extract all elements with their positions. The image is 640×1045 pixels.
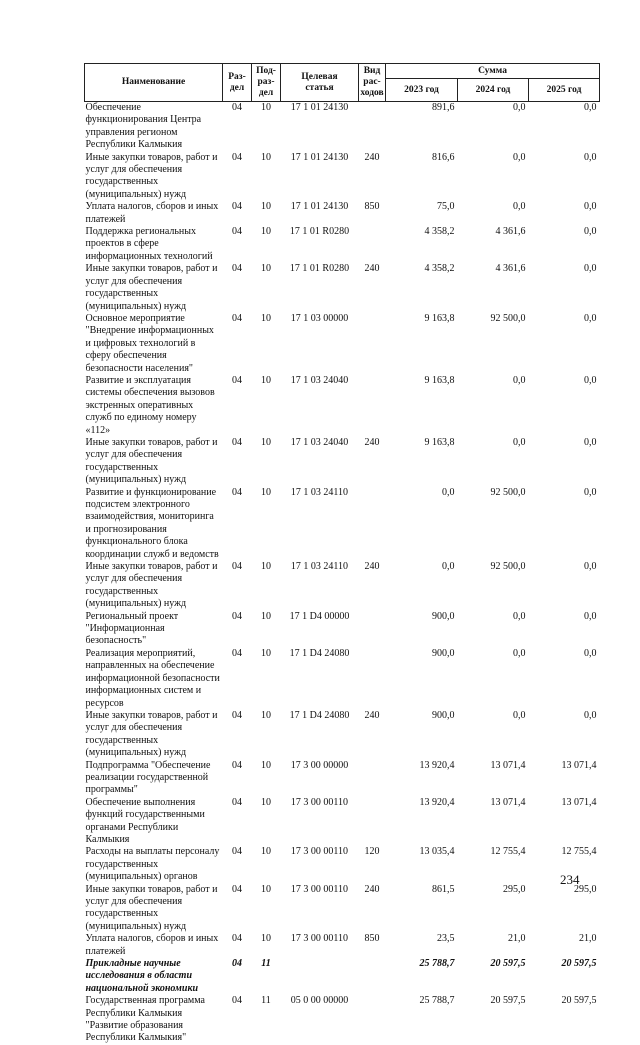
cell-vid [359, 760, 386, 797]
table-row [85, 226, 600, 263]
cell-name: Развитие и функционирование подсистем электронного взаимодействия, мониторинга и прогнозирования функционального блока координации служб и ведомств [85, 486, 219, 560]
cell-2024: 0,0 [513, 102, 526, 113]
cell-2023: 9 163,8 [424, 436, 455, 448]
cell-2025: 12 755,4 [561, 846, 597, 858]
cell-2025: 0,0 [584, 647, 597, 659]
cell-2025: 0,0 [584, 263, 597, 275]
cell-2024: 13 071,4 [490, 796, 526, 808]
cell-razdel: 04 [232, 759, 242, 771]
cell-2023: 900,0 [432, 709, 455, 721]
cell-2025: 20 597,5 [561, 995, 597, 1007]
cell-2025: 21,0 [579, 933, 597, 945]
header-2025: 2025 год [529, 79, 600, 102]
cell-podrazdel: 10 [261, 561, 271, 573]
cell-vid [359, 226, 386, 263]
cell-podrazdel: 11 [261, 995, 271, 1007]
cell-vid [359, 487, 386, 561]
cell-2023: 13 920,4 [419, 759, 455, 771]
cell-podrazdel: 10 [261, 102, 271, 113]
table-row [85, 102, 600, 152]
cell-podrazdel: 10 [261, 883, 271, 895]
header-podrazdel [252, 64, 281, 102]
header-cel-text: Целевая статья [301, 71, 338, 93]
cell-2023: 13 035,4 [419, 846, 455, 858]
cell-cel: 17 1 01 24130 [290, 151, 349, 163]
header-vid-text: Вид рас- ходов [360, 66, 384, 98]
cell-2025: 0,0 [584, 226, 597, 238]
table-row [85, 561, 600, 611]
cell-name: Обеспечение функционирования Центра управления регионом Республики Калмыкия [85, 102, 202, 151]
cell-cel: 17 1 01 R0280 [289, 263, 350, 275]
table-row [85, 995, 600, 1045]
cell-vid: 240 [364, 883, 380, 895]
cell-podrazdel: 10 [261, 610, 271, 622]
cell-2023: 861,5 [432, 883, 455, 895]
cell-podrazdel: 10 [261, 759, 271, 771]
table-row [85, 933, 600, 958]
cell-2023: 9 163,8 [424, 374, 455, 386]
cell-name: Иные закупки товаров, работ и услуг для обеспечения государственных (муниципальных) нужд [85, 263, 218, 312]
table-row [85, 313, 600, 375]
table-row [85, 846, 600, 883]
cell-vid [359, 648, 386, 710]
cell-2025: 0,0 [584, 561, 597, 573]
cell-2025: 0,0 [584, 610, 597, 622]
cell-2025: 0,0 [584, 151, 597, 163]
cell-podrazdel: 11 [261, 958, 271, 970]
cell-razdel: 04 [232, 561, 242, 573]
cell-2024: 295,0 [503, 883, 526, 895]
cell-2024: 21,0 [508, 933, 526, 945]
table-row [85, 710, 600, 760]
cell-2023: 816,6 [432, 151, 455, 163]
cell-cel: 17 1 D4 24080 [289, 647, 350, 659]
cell-name: Поддержка региональных проектов в сфере информационных технологий [85, 226, 213, 262]
header-name: Наименование [85, 64, 223, 102]
table-row [85, 648, 600, 710]
cell-razdel: 04 [232, 647, 242, 659]
cell-cel: 17 3 00 00110 [290, 933, 349, 945]
table-row [85, 797, 600, 847]
cell-name: Обеспечение выполнения функций государственными органами Республики Калмыкия [85, 796, 205, 845]
cell-2023: 9 163,8 [424, 312, 455, 324]
cell-2025: 0,0 [584, 312, 597, 324]
cell-name: Иные закупки товаров, работ и услуг для обеспечения государственных (муниципальных) нужд [85, 709, 218, 759]
cell-vid: 120 [364, 846, 380, 858]
cell-cel: 17 1 03 24040 [290, 436, 349, 448]
cell-vid: 240 [364, 263, 380, 275]
table-body [85, 102, 600, 1045]
cell-cel: 17 3 00 00000 [290, 759, 349, 771]
cell-vid [359, 611, 386, 648]
header-razdel-text: Раз- дел [228, 71, 246, 93]
cell-podrazdel: 10 [261, 796, 271, 808]
cell-podrazdel: 10 [261, 846, 271, 858]
cell-2024: 92 500,0 [490, 486, 526, 498]
cell-podrazdel: 10 [261, 374, 271, 386]
cell-2023: 900,0 [432, 610, 455, 622]
cell-name: Прикладные научные исследования в области национальной экономики [85, 958, 199, 994]
cell-cel: 17 3 00 00110 [290, 846, 349, 858]
cell-2025: 20 597,5 [561, 958, 597, 970]
cell-razdel: 04 [232, 958, 242, 970]
cell-name: Развитие и эксплуатация системы обеспечения вызовов экстренных оперативных служб по единому номеру «112» [85, 374, 215, 436]
cell-2023: 0,0 [442, 486, 455, 498]
cell-razdel: 04 [232, 436, 242, 448]
cell-razdel: 04 [232, 226, 242, 238]
cell-2023: 25 788,7 [419, 958, 455, 970]
cell-2025: 13 071,4 [561, 759, 597, 771]
cell-vid: 240 [364, 709, 380, 721]
table-row [85, 152, 600, 202]
cell-name: Региональный проект "Информационная безопасность" [85, 610, 179, 647]
table-header [85, 64, 600, 102]
table-row [85, 958, 600, 995]
cell-cel: 17 3 00 00110 [290, 883, 349, 895]
cell-cel: 17 1 03 24110 [290, 561, 349, 573]
table-row [85, 611, 600, 648]
table-row [85, 263, 600, 313]
cell-vid [359, 958, 386, 995]
cell-2024: 4 361,6 [495, 263, 526, 275]
cell-razdel: 04 [232, 933, 242, 945]
cell-2025: 295,0 [574, 883, 597, 895]
cell-name: Иные закупки товаров, работ и услуг для обеспечения государственных (муниципальных) нужд [85, 883, 218, 932]
cell-razdel: 04 [232, 796, 242, 808]
cell-vid [359, 375, 386, 437]
cell-2025: 13 071,4 [561, 796, 597, 808]
cell-vid [359, 102, 386, 152]
header-razdel [223, 64, 252, 102]
cell-2023: 4 358,2 [424, 226, 455, 238]
cell-2024: 92 500,0 [490, 312, 526, 324]
cell-2024: 0,0 [513, 374, 526, 386]
cell-vid [359, 995, 386, 1045]
cell-vid: 850 [364, 201, 380, 213]
cell-cel: 17 1 03 24110 [290, 486, 349, 498]
cell-2023: 13 920,4 [419, 796, 455, 808]
cell-razdel: 04 [232, 610, 242, 622]
cell-razdel: 04 [232, 374, 242, 386]
cell-cel: 17 3 00 00110 [290, 796, 349, 808]
cell-2024: 0,0 [513, 201, 526, 213]
cell-cel: 17 1 D4 24080 [289, 709, 350, 721]
cell-2024: 92 500,0 [490, 561, 526, 573]
cell-2023: 891,6 [432, 102, 455, 113]
budget-table-container [84, 63, 599, 1045]
cell-2024: 0,0 [513, 151, 526, 163]
cell-podrazdel: 10 [261, 933, 271, 945]
cell-razdel: 04 [232, 263, 242, 275]
cell-2025: 0,0 [584, 709, 597, 721]
header-podrazdel-text: Под- раз- дел [256, 66, 276, 98]
cell-name: Государственная программа Республики Калмыкия "Развитие образования Республики Калмыкия" [85, 995, 205, 1044]
cell-cel [281, 958, 359, 995]
cell-name: Уплата налогов, сборов и иных платежей [85, 933, 219, 957]
cell-2024: 13 071,4 [490, 759, 526, 771]
cell-name: Расходы на выплаты персоналу государственных (муниципальных) органов [85, 846, 220, 883]
header-cel [281, 64, 359, 102]
cell-2024: 0,0 [513, 709, 526, 721]
cell-razdel: 04 [232, 201, 242, 213]
cell-name: Иные закупки товаров, работ и услуг для обеспечения государственных (муниципальных) нужд [85, 436, 218, 486]
cell-razdel: 04 [232, 312, 242, 324]
cell-vid [359, 313, 386, 375]
header-summa: Сумма [386, 64, 600, 79]
table-row [85, 437, 600, 487]
cell-2023: 75,0 [437, 201, 455, 213]
cell-razdel: 04 [232, 846, 242, 858]
cell-2025: 0,0 [584, 436, 597, 448]
cell-2023: 900,0 [432, 647, 455, 659]
cell-cel: 17 1 D4 00000 [289, 610, 350, 622]
cell-podrazdel: 10 [261, 226, 271, 238]
cell-2025: 0,0 [584, 102, 597, 113]
cell-vid: 240 [364, 436, 380, 448]
cell-2023: 0,0 [442, 561, 455, 573]
cell-name: Реализация мероприятий, направленных на обеспечение информационной безопасности информационных систем и ресурсов [85, 647, 220, 709]
cell-2024: 0,0 [513, 436, 526, 448]
cell-razdel: 04 [232, 883, 242, 895]
cell-2024: 20 597,5 [490, 958, 526, 970]
cell-2024: 12 755,4 [490, 846, 526, 858]
header-2023: 2023 год [386, 79, 458, 102]
cell-name: Основное мероприятие "Внедрение информационных и цифровых технологий в сферу обеспечения безопасности населения" [85, 312, 214, 374]
cell-razdel: 04 [232, 102, 242, 113]
cell-2024: 4 361,6 [495, 226, 526, 238]
cell-podrazdel: 10 [261, 201, 271, 213]
cell-podrazdel: 10 [261, 263, 271, 275]
header-vid [359, 64, 386, 102]
cell-razdel: 04 [232, 151, 242, 163]
cell-cel: 17 1 01 24130 [290, 201, 349, 213]
table-row [85, 375, 600, 437]
cell-vid: 240 [364, 561, 380, 573]
cell-name: Иные закупки товаров, работ и услуг для обеспечения государственных (муниципальных) нужд [85, 561, 218, 610]
cell-podrazdel: 10 [261, 151, 271, 163]
cell-2024: 0,0 [513, 610, 526, 622]
cell-cel: 17 1 03 00000 [290, 312, 349, 324]
page-number: 234 [560, 872, 580, 887]
cell-2025: 0,0 [584, 201, 597, 213]
cell-podrazdel: 10 [261, 647, 271, 659]
cell-cel: 17 1 03 24040 [290, 374, 349, 386]
cell-cel: 17 1 01 R0280 [289, 226, 350, 238]
table-row [85, 760, 600, 797]
cell-cel: 17 1 01 24130 [290, 102, 349, 113]
cell-name: Иные закупки товаров, работ и услуг для обеспечения государственных (муниципальных) нужд [85, 151, 218, 200]
cell-vid [359, 797, 386, 847]
cell-podrazdel: 10 [261, 709, 271, 721]
table-row [85, 487, 600, 561]
cell-2023: 23,5 [437, 933, 455, 945]
header-2024: 2024 год [458, 79, 529, 102]
cell-2025: 0,0 [584, 374, 597, 386]
table-row [85, 884, 600, 934]
cell-razdel: 04 [232, 709, 242, 721]
cell-podrazdel: 10 [261, 486, 271, 498]
cell-razdel: 04 [232, 486, 242, 498]
cell-vid: 240 [364, 151, 380, 163]
cell-name: Подпрограмма "Обеспечение реализации государственной программы" [85, 759, 211, 796]
budget-table [84, 63, 600, 1045]
cell-2024: 0,0 [513, 647, 526, 659]
cell-2023: 4 358,2 [424, 263, 455, 275]
cell-cel: 05 0 00 00000 [290, 995, 349, 1007]
cell-razdel: 04 [232, 995, 242, 1007]
table-row [85, 201, 600, 226]
cell-vid: 850 [364, 933, 380, 945]
cell-name: Уплата налогов, сборов и иных платежей [85, 201, 219, 225]
cell-2025: 0,0 [584, 486, 597, 498]
cell-2023: 25 788,7 [419, 995, 455, 1007]
cell-podrazdel: 10 [261, 312, 271, 324]
cell-2024: 20 597,5 [490, 995, 526, 1007]
cell-podrazdel: 10 [261, 436, 271, 448]
